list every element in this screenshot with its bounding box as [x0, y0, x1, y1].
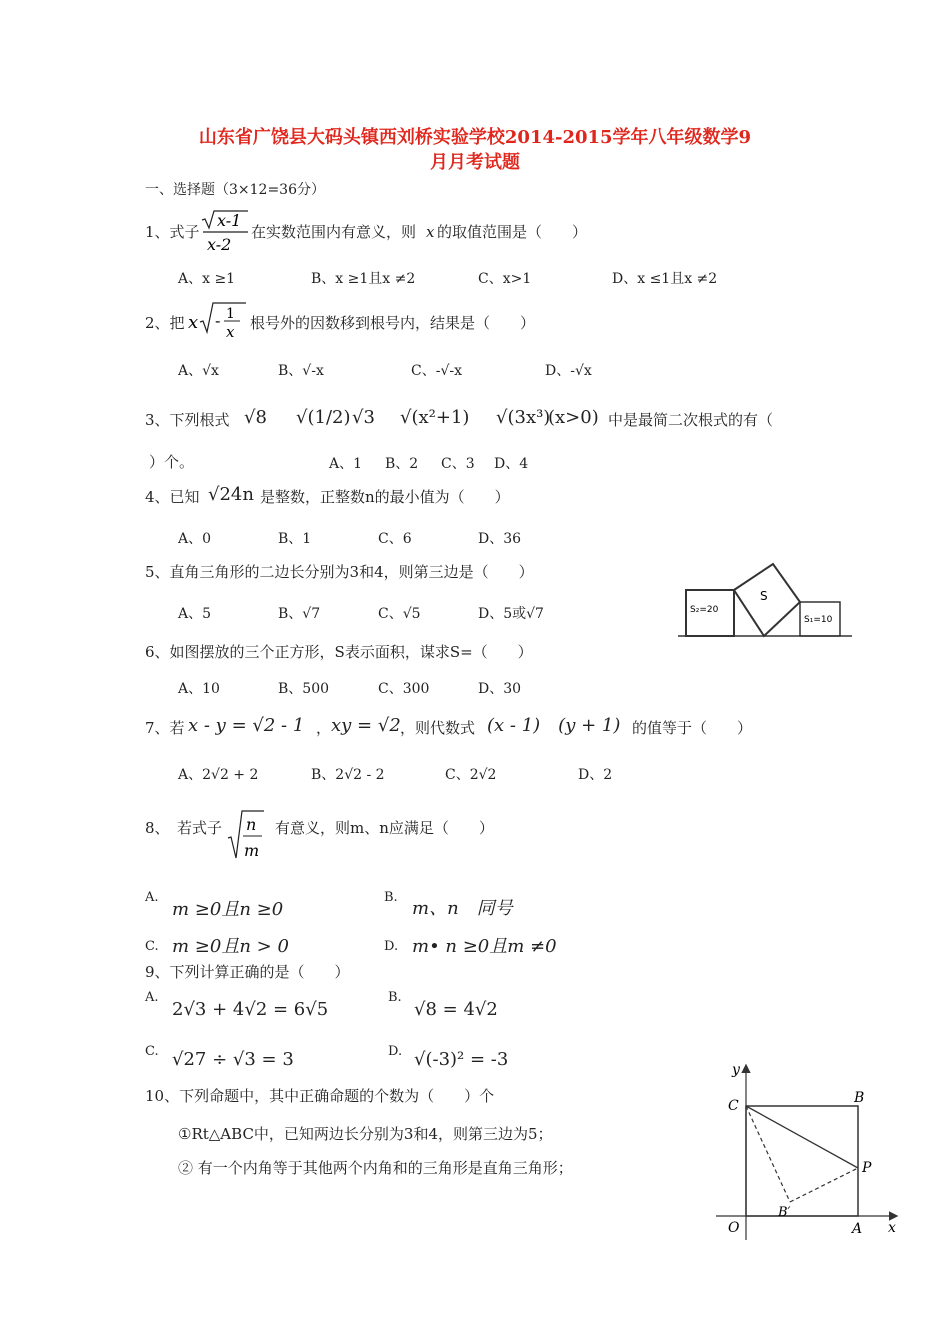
q4-expression: √24n [208, 484, 254, 505]
q3-item-3: √3 [352, 407, 375, 428]
q7-suffix: 的值等于（ ） [632, 719, 753, 737]
q1-var: x [426, 223, 435, 241]
fig-p-label: P [862, 1160, 872, 1176]
q1-suffix2: 的取值范围是（ ） [437, 223, 588, 241]
q10-text: 10、下列命题中，其中正确命题的个数为（ ）个 [145, 1087, 495, 1105]
q8-option-c-letter: C. [145, 939, 159, 954]
q9-option-b: √8 = 4√2 [414, 999, 498, 1020]
q1-option-d: D、x ≤1且x ≠2 [612, 271, 718, 287]
q1-denominator: x-2 [207, 235, 232, 254]
q4-option-c: C、6 [378, 531, 412, 547]
q8-option-a-letter: A. [145, 890, 159, 905]
fig-bprime-label: B′ [778, 1205, 791, 1220]
q7-option-b: B、2√2 - 2 [311, 767, 385, 783]
q5-text: 5、直角三角形的二边长分别为3和4，则第三边是（ ） [145, 563, 534, 581]
q8-suffix: 有意义，则m、n应满足（ ） [275, 819, 494, 837]
q9-option-b-letter: B. [388, 990, 402, 1005]
fig-x-label: x [888, 1220, 896, 1236]
q4-prefix: 4、已知 [145, 488, 200, 506]
q6-option-b: B、500 [278, 681, 330, 697]
svg-text:n: n [246, 815, 257, 834]
q3-item-4: √(x²+1) [400, 407, 470, 428]
q3-line2: ）个。 [149, 453, 195, 471]
svg-text:m: m [244, 841, 260, 860]
q2-option-b: B、√-x [278, 363, 324, 379]
q2-option-a: A、√x [178, 363, 219, 379]
page-title-line2: 月月考试题 [430, 152, 520, 173]
q3-option-d: D、4 [494, 456, 529, 472]
q2-option-c: C、-√-x [411, 363, 462, 379]
q9-option-d: √(-3)² = -3 [414, 1049, 509, 1070]
q9-option-a: 2√3 + 4√2 = 6√5 [172, 999, 329, 1020]
q4-option-b: B、1 [278, 531, 312, 547]
q3-item-2: √(1/2) [296, 407, 351, 428]
q8-option-b: m、n 同号 [412, 898, 513, 919]
q8-option-a: m ≥0且n ≥0 [172, 899, 284, 920]
q7-option-c: C、2√2 [445, 767, 497, 783]
section-heading: 一、选择题（3×12=36分） [145, 182, 325, 198]
fig-b-label: B [854, 1090, 865, 1106]
q6-text: 6、如图摆放的三个正方形，S表示面积，谋求S=（ ） [145, 643, 533, 661]
q8-option-d: m• n ≥0且m ≠0 [412, 936, 557, 957]
q3-option-a: A、1 [329, 456, 363, 472]
q10-statement-1: ①Rt△ABC中，已知两边长分别为3和4，则第三边为5； [178, 1125, 553, 1143]
coordinate-figure [712, 1060, 912, 1250]
q6-option-d: D、30 [478, 681, 522, 697]
q3-item-1: √8 [244, 407, 267, 428]
squares-figure [676, 556, 856, 638]
q7-expression: (x - 1) (y + 1) [487, 715, 621, 736]
q3-option-c: C、3 [441, 456, 475, 472]
q2-expression [188, 300, 250, 344]
q9-text: 9、下列计算正确的是（ ） [145, 963, 350, 981]
q8-option-d-letter: D. [384, 939, 399, 954]
q5-option-d: D、5或√7 [478, 606, 544, 622]
q7-condition-1: x - y = √2 - 1 [188, 715, 305, 736]
svg-text:x: x [226, 323, 235, 341]
q3-item-5: √(3x³) [496, 407, 551, 428]
q8-expression [226, 808, 266, 864]
q4-suffix: 是整数，正整数n的最小值为（ ） [260, 488, 510, 506]
q8-prefix: 8、 若式子 [145, 819, 223, 837]
q3-suffix: 中是最简二次根式的有（ [608, 411, 774, 429]
q5-option-a: A、5 [178, 606, 212, 622]
q8-option-c: m ≥0且n > 0 [172, 936, 289, 957]
svg-text:x: x [188, 312, 199, 333]
page-title: 山东省广饶县大码头镇西刘桥实验学校2014-2015学年八年级数学9 [198, 127, 752, 148]
q1-fraction [200, 208, 252, 256]
q5-option-b: B、√7 [278, 606, 321, 622]
q7-condition-2: xy = √2 [331, 715, 401, 736]
q9-option-a-letter: A. [145, 990, 159, 1005]
fig-a-label: A [852, 1221, 863, 1237]
q3-option-b: B、2 [385, 456, 419, 472]
q3-condition: (x>0) [548, 407, 599, 428]
q1-numerator: x-1 [217, 211, 242, 230]
q10-statement-2: ② 有一个内角等于其他两个内角和的三角形是直角三角形； [178, 1159, 573, 1177]
q7-option-a: A、2√2 + 2 [178, 767, 259, 783]
q1-option-a: A、x ≥1 [178, 271, 236, 287]
fig-s-label: S [760, 589, 768, 603]
fig-y-label: y [732, 1062, 740, 1078]
svg-text:-: - [215, 311, 221, 330]
fig-c-label: C [728, 1098, 739, 1114]
q1-prefix: 1、式子 [145, 223, 200, 241]
q1-option-b: B、x ≥1且x ≠2 [311, 271, 416, 287]
q5-option-c: C、√5 [378, 606, 421, 622]
q2-suffix: 根号外的因数移到根号内，结果是（ ） [250, 314, 536, 332]
q7-option-d: D、2 [578, 767, 613, 783]
q8-option-b-letter: B. [384, 890, 398, 905]
q2-prefix: 2、把 [145, 314, 185, 332]
q6-option-a: A、10 [178, 681, 220, 697]
q4-option-a: A、0 [178, 531, 212, 547]
q6-option-c: C、300 [378, 681, 430, 697]
q9-option-d-letter: D. [388, 1044, 403, 1059]
q9-option-c: √27 ÷ √3 = 3 [172, 1049, 294, 1070]
q2-option-d: D、-√x [545, 363, 592, 379]
svg-text:1: 1 [226, 306, 235, 322]
q7-mid: ，则代数式 [400, 719, 476, 737]
q4-option-d: D、36 [478, 531, 522, 547]
q7-prefix: 7、若 [145, 719, 185, 737]
q9-option-c-letter: C. [145, 1044, 159, 1059]
q3-prefix: 3、下列根式 [145, 411, 230, 429]
fig-o-label: O [728, 1220, 740, 1236]
q1-option-c: C、x>1 [478, 271, 532, 287]
fig-s2-label: S₂=20 [690, 605, 719, 615]
q1-suffix: 在实数范围内有意义，则 [251, 223, 417, 241]
fig-s1-label: S₁=10 [804, 615, 833, 625]
